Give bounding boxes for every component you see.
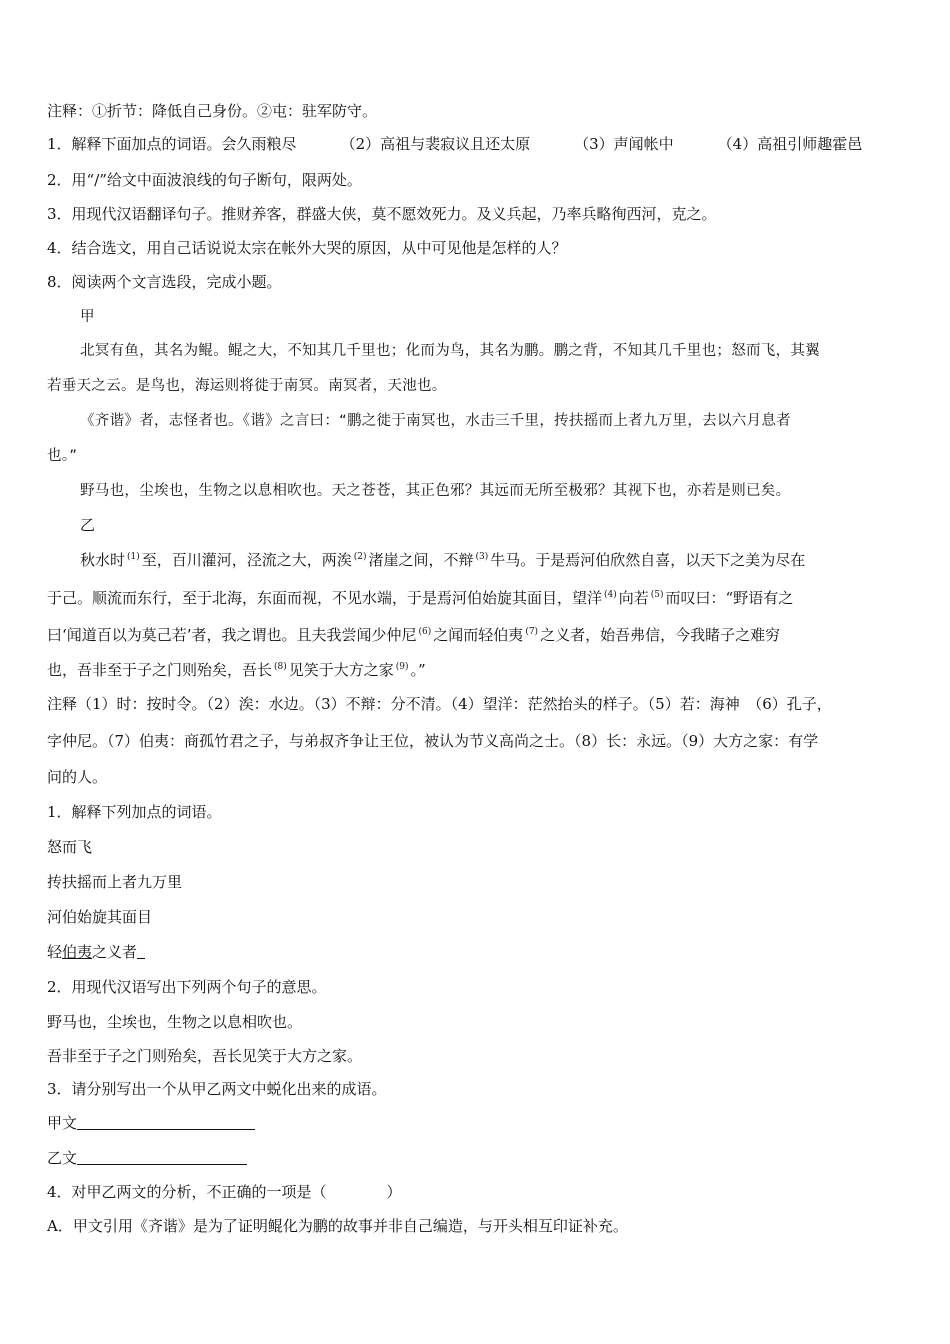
question-2: 2．用“/”给文中面波浪线的句子断句，限两处。 [47,171,362,189]
answer-label: 甲文 [47,1114,78,1132]
sub-question-3: 3．请分别写出一个从甲乙两文中蜕化出来的成语。 [47,1080,387,1098]
yi-text: 向若 [618,589,649,607]
question-8: 8．阅读两个文言选段，完成小题。 [47,273,282,291]
footnote-ref: (8) [274,662,287,672]
question-1-row [47,133,907,155]
passage-yi-label: 乙 [80,516,96,534]
sub-question-1-c: 河伯始旋其面目 [47,908,153,926]
footnote-ref: (2) [353,552,367,562]
sub-question-2: 2．用现代汉语写出下列两个句子的意思。 [47,978,327,996]
passage-yi-line4 [47,656,907,681]
q1-item-1: 会久雨粮尽 [221,135,297,153]
yi-text: 见笑于大方之家 [288,661,394,679]
yi-text: 至，百川灌河，泾流之大，两涘 [141,551,352,569]
yi-text: 之义者，始吾弗信，今我睹子之难穷 [540,626,781,644]
passage-jia-p1-line1: 北冥有鱼，其名为鲲。鲲之大，不知其几千里也；化而为鸟，其名为鹏。鹏之背，不知其几千里也；怒而飞，其翼 [80,343,820,359]
sub-question-1-d [47,941,907,963]
yi-text: 牛马。于是焉河伯欣然自喜，以天下之美为尽在 [490,551,806,569]
sub-question-4-option-a: A．甲文引用《齐谐》是为了证明鲲化为鹏的故事并非自己编造，与开头相互印证补充。 [47,1217,628,1235]
yi-text: 之闻而轻伯夷 [433,626,524,644]
passage-yi-line2 [47,584,907,609]
yi-text: 曰‘闻道百以为莫己若’者，我之谓也。且夫我尝闻少仲尼 [47,626,417,644]
sub-question-text: 之义者 [92,943,138,961]
sub-question-2-b: 吾非至于子之门则殆矣，吾长见笑于大方之家。 [47,1047,363,1065]
sub-question-2-a: 野马也，尘埃也，生物之以息相吹也。 [47,1013,303,1031]
passage-jia-p2-line1: 《齐谐》者，志怪者也。《谐》之言曰：“鹏之徙于南冥也，水击三千里，抟扶摇而上者九万里，去以六月息者 [80,413,791,429]
underlined-term: 伯夷 [62,943,93,961]
q1-item-3: （3）声闻帐中 [574,135,674,153]
notes-block-a: 注释：①折节：降低自己身份。②屯：驻军防守。 [47,102,378,120]
footnote-ref: (5) [650,590,664,600]
notes-block-b-line3: 问的人。 [47,768,108,786]
question-4: 4．结合选文，用自己话说说太宗在帐外大哭的原因，从中可见他是怎样的人？ [47,239,567,257]
notes-block-b-line1: 注释（1）时：按时令。（2）涘：水边。（3）不辩：分不清。（4）望洋：茫然抬头的样子。（5）若：海神 （6）孔子， [47,695,832,713]
sub-question-3-jia [47,1112,907,1134]
yi-text: 秋水时 [80,551,126,569]
question-3: 3．用现代汉语翻译句子。推财养客，群盛大侠，莫不愿效死力。及义兵起，乃率兵略徇西河，克之。 [47,205,717,223]
sub-question-4: 4．对甲乙两文的分析，不正确的一项是（ ） [47,1183,402,1201]
question-1-lead: 1．解释下面加点的词语。 [47,135,222,153]
yi-text: 于己。顺流而东行，至于北海，东面而视，不见水端，于是焉河伯始旋其面目，望洋 [47,589,603,607]
answer-blank[interactable] [137,944,145,959]
footnote-ref: (1) [127,552,140,562]
passage-jia-p2-line2: 也。” [47,448,78,464]
yi-text: 渚崖之间，不辩 [368,551,474,569]
footnote-ref: (6) [418,627,432,637]
footnote-ref: (4) [604,590,617,600]
q1-item-4: （4）高祖引师趣霍邑 [717,135,863,153]
answer-blank[interactable] [77,1150,247,1165]
yi-text: 也，吾非至于子之门则殆矣，吾长 [47,661,273,679]
passage-yi-line3 [47,621,907,646]
sub-question-1-a: 怒而飞 [47,838,93,856]
yi-text: 而叹曰：“野语有之 [665,589,794,607]
answer-label: 乙文 [47,1149,78,1167]
sub-question-1-b: 抟扶摇而上者九万里 [47,873,183,891]
passage-jia-p3: 野马也，尘埃也，生物之以息相吹也。天之苍苍，其正色邪？其远而无所至极邪？其视下也，亦若是则已矣。 [80,483,791,499]
sub-question-3-yi [47,1147,907,1169]
footnote-ref: (9) [395,662,409,672]
yi-text: 。” [410,661,426,679]
passage-yi-line1 [80,546,907,571]
sub-question-1: 1．解释下列加点的词语。 [47,803,222,821]
passage-jia-p1-line2: 若垂天之云。是鸟也，海运则将徙于南冥。南冥者，天池也。 [47,378,447,394]
answer-blank[interactable] [77,1115,255,1130]
passage-jia-label: 甲 [80,309,95,325]
sub-question-text: 轻 [47,943,63,961]
notes-block-b-line2: 字仲尼。（7）伯夷：商孤竹君之子，与弟叔齐争让王位，被认为节义高尚之士。（8）长：永远。（9）大方之家：有学 [47,732,819,750]
footnote-ref: (3) [475,552,489,562]
q1-item-2: （2）高祖与裴寂议且还太原 [340,135,531,153]
footnote-ref: (7) [525,627,539,637]
